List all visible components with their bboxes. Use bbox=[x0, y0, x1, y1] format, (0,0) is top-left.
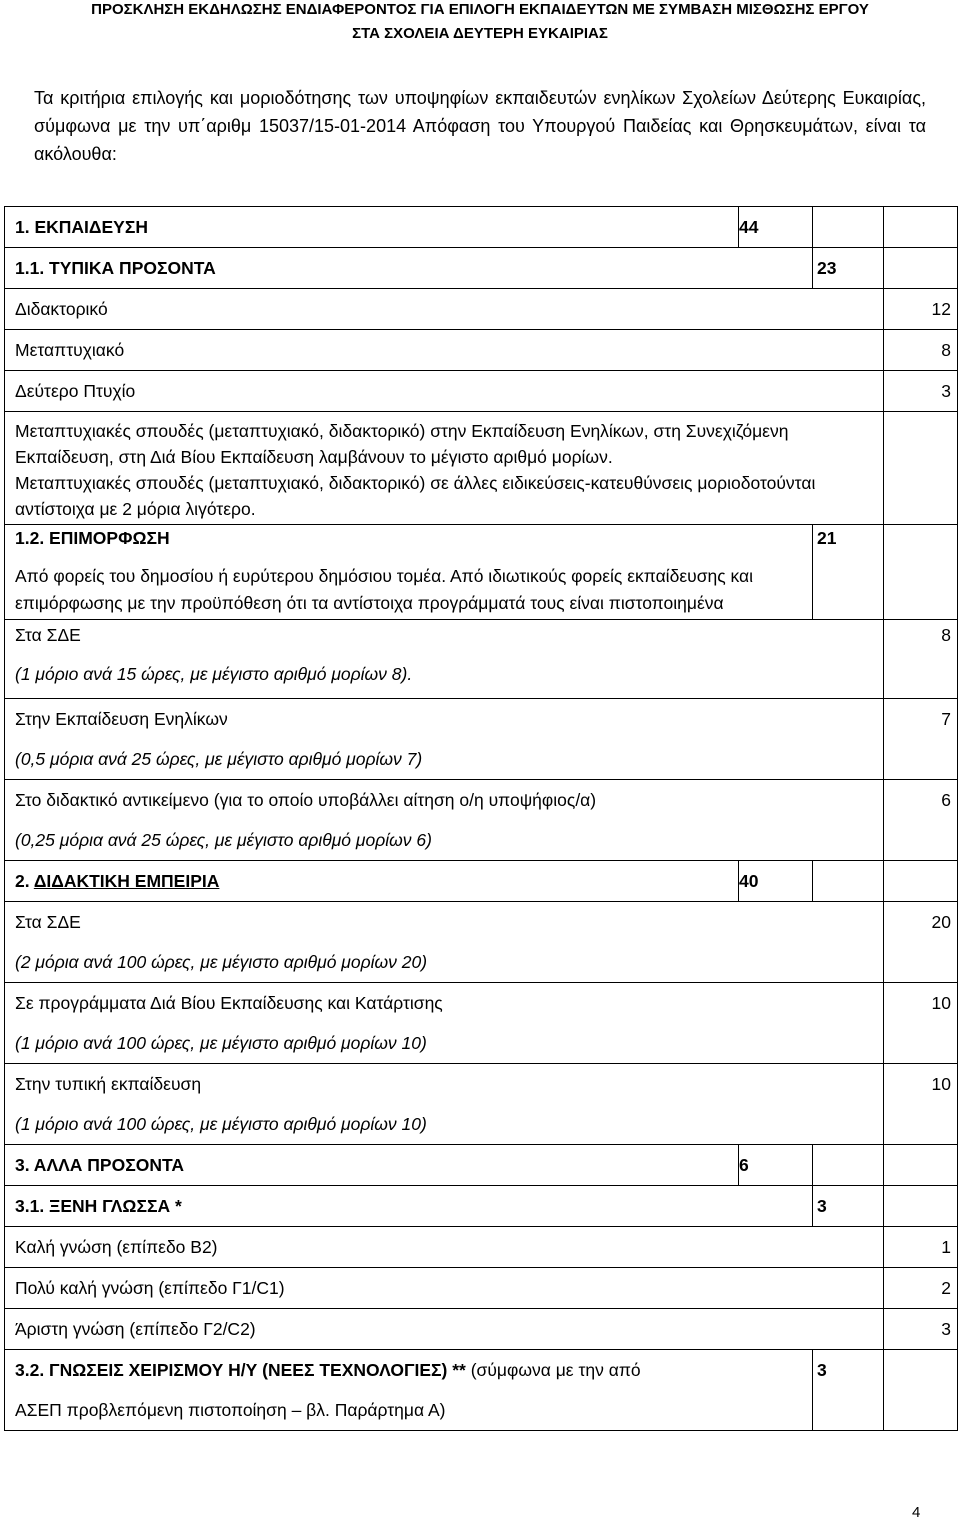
section-computer-skills-note-line-2: ΑΣΕΠ προβλεπόμενη πιστοποίηση – βλ. Παράρτημα Α) bbox=[15, 1400, 446, 1420]
training-sde-points: 8 bbox=[884, 620, 958, 699]
table-row bbox=[5, 699, 958, 780]
section-formal-qualifications-label: 1.1. ΤΥΠΙΚΑ ΠΡΟΣΟΝΤΑ bbox=[5, 248, 813, 289]
table-row bbox=[5, 1227, 958, 1268]
experience-formal-detail: (1 μόριο ανά 100 ώρες, με μέγιστο αριθμό μορίων 10) bbox=[15, 1114, 427, 1134]
section-education-label: 1. ΕΚΠΑΙΔΕΥΣΗ bbox=[5, 207, 739, 248]
section-teaching-experience-points: 40 bbox=[739, 861, 813, 902]
table-row bbox=[5, 902, 958, 983]
experience-lifelong-detail: (1 μόριο ανά 100 ώρες, με μέγιστο αριθμό μορίων 10) bbox=[15, 1033, 427, 1053]
table-row bbox=[5, 1309, 958, 1350]
table-row bbox=[5, 1350, 958, 1431]
intro-paragraph: Τα κριτήρια επιλογής και μοριοδότησης των υποψηφίων εκπαιδευτών ενηλίκων Σχολείων Δεύτερης Ευκαιρίας, σύμφωνα με την υπ΄αριθμ 15037/15-01-2014 Απόφαση του Υπουργού Παιδείας και Θρησκευμάτων, είναι τα ακόλουθα: bbox=[34, 88, 926, 164]
section-computer-skills-note: (σύμφωνα με την από bbox=[465, 1360, 641, 1380]
table-row bbox=[5, 861, 958, 902]
section-other-qualifications-label: 3. ΑΛΛΑ ΠΡΟΣΟΝΤΑ bbox=[5, 1145, 739, 1186]
table-row bbox=[5, 289, 958, 330]
language-c2-label: Άριστη γνώση (επίπεδο Γ2/C2) bbox=[5, 1309, 884, 1350]
language-b2-points: 1 bbox=[884, 1227, 958, 1268]
experience-sde-detail: (2 μόρια ανά 100 ώρες, με μέγιστο αριθμό μορίων 20) bbox=[15, 952, 428, 972]
second-degree-points: 3 bbox=[884, 371, 958, 412]
section-computer-skills-points: 3 bbox=[813, 1350, 884, 1431]
training-subject-detail: (0,25 μόρια ανά 25 ώρες, με μέγιστο αριθμό μορίων 6) bbox=[15, 830, 432, 850]
section-foreign-language-points: 3 bbox=[813, 1186, 884, 1227]
experience-lifelong-cell bbox=[5, 983, 884, 1064]
masters-points: 8 bbox=[884, 330, 958, 371]
language-c1-points: 2 bbox=[884, 1268, 958, 1309]
postgraduate-notes bbox=[5, 412, 884, 525]
language-c2-points: 3 bbox=[884, 1309, 958, 1350]
table-row bbox=[5, 620, 958, 699]
document-header-line-2: ΣΤΑ ΣΧΟΛΕΙΑ ΔΕΥΤΕΡΗ ΕΥΚΑΙΡΙΑΣ bbox=[352, 25, 608, 42]
section-computer-skills-label bbox=[15, 1350, 812, 1390]
training-sde-detail: (1 μόριο ανά 15 ώρες, με μέγιστο αριθμό μορίων 8). bbox=[15, 664, 413, 684]
note-adult-education: Μεταπτυχιακές σπουδές (μεταπτυχιακό, διδακτορικό) στην Εκπαίδευση Ενηλίκων, στη Συνεχιζόμενη Εκπαίδευση, στη Διά Βίου Εκπαίδευση λαμβάνουν το μέγιστο αριθμό μορίων. bbox=[15, 421, 789, 467]
section-teaching-experience-number: 2. bbox=[15, 871, 34, 891]
table-row bbox=[5, 780, 958, 861]
table-row bbox=[5, 412, 958, 525]
table-row bbox=[5, 1064, 958, 1145]
experience-lifelong-points: 10 bbox=[884, 983, 958, 1064]
table-row bbox=[5, 371, 958, 412]
table-row bbox=[5, 1268, 958, 1309]
training-adult-ed-detail: (0,5 μόρια ανά 25 ώρες, με μέγιστο αριθμό μορίων 7) bbox=[15, 749, 423, 769]
page-number: 4 bbox=[912, 1504, 921, 1521]
section-teaching-experience-label bbox=[5, 861, 739, 902]
table-row bbox=[5, 983, 958, 1064]
language-c1-label: Πολύ καλή γνώση (επίπεδο Γ1/C1) bbox=[5, 1268, 884, 1309]
section-formal-qualifications-points: 23 bbox=[813, 248, 884, 289]
table-row bbox=[5, 525, 958, 620]
language-b2-label: Καλή γνώση (επίπεδο Β2) bbox=[5, 1227, 884, 1268]
table-row bbox=[5, 1145, 958, 1186]
training-subject-label: Στο διδακτικό αντικείμενο (για το οποίο υποβάλλει αίτηση ο/η υποψήφιος/α) bbox=[15, 790, 597, 810]
table-row bbox=[5, 1186, 958, 1227]
doctorate-points: 12 bbox=[884, 289, 958, 330]
masters-label: Μεταπτυχιακό bbox=[5, 330, 884, 371]
section-teaching-experience-title: ΔΙΔΑΚΤΙΚΗ ΕΜΠΕΙΡΙΑ bbox=[33, 871, 220, 891]
experience-lifelong-label: Σε προγράμματα Διά Βίου Εκπαίδευσης και Κατάρτισης bbox=[15, 993, 443, 1013]
section-training-label: 1.2. ΕΠΙΜΟΡΦΩΣΗ bbox=[15, 528, 170, 548]
experience-sde-label: Στα ΣΔΕ bbox=[15, 912, 81, 932]
document-header-line-1: ΠΡΟΣΚΛΗΣΗ ΕΚΔΗΛΩΣΗΣ ΕΝΔΙΑΦΕΡΟΝΤΟΣ ΓΙΑ ΕΠΙΛΟΓΗ ΕΚΠΑΙΔΕΥΤΩΝ ΜΕ ΣΥΜΒΑΣΗ ΜΙΣΘΩΣΗΣ ΕΡΓΟΥ bbox=[91, 1, 869, 18]
section-education-points: 44 bbox=[739, 207, 813, 248]
criteria-table bbox=[4, 206, 958, 1431]
section-other-qualifications-points: 6 bbox=[739, 1145, 813, 1186]
table-row bbox=[5, 248, 958, 289]
table-row bbox=[5, 330, 958, 371]
section-foreign-language-label: 3.1. ΞΕΝΗ ΓΛΩΣΣΑ * bbox=[5, 1186, 813, 1227]
section-computer-skills-cell bbox=[5, 1350, 813, 1431]
training-adult-ed-points: 7 bbox=[884, 699, 958, 780]
training-subject-cell bbox=[5, 780, 884, 861]
section-training-cell bbox=[5, 525, 813, 620]
note-other-specializations: Μεταπτυχιακές σπουδές (μεταπτυχιακό, διδακτορικό) σε άλλες ειδικεύσεις-κατευθύνσεις μοριοδοτούνται αντίστοιχα με 2 μόρια λιγότερο. bbox=[15, 473, 816, 519]
training-sde-cell bbox=[5, 620, 884, 699]
experience-sde-cell bbox=[5, 902, 884, 983]
section-computer-skills-title: 3.2. ΓΝΩΣΕΙΣ ΧΕΙΡΙΣΜΟΥ Η/Υ (ΝΕΕΣ ΤΕΧΝΟΛΟΓΙΕΣ) ** bbox=[15, 1360, 466, 1380]
section-training-points: 21 bbox=[813, 525, 884, 620]
training-adult-ed-cell bbox=[5, 699, 884, 780]
experience-sde-points: 20 bbox=[884, 902, 958, 983]
second-degree-label: Δεύτερο Πτυχίο bbox=[5, 371, 884, 412]
experience-formal-points: 10 bbox=[884, 1064, 958, 1145]
table-row bbox=[5, 207, 958, 248]
training-adult-ed-label: Στην Εκπαίδευση Ενηλίκων bbox=[15, 709, 228, 729]
experience-formal-label: Στην τυπική εκπαίδευση bbox=[15, 1074, 202, 1094]
training-subject-points: 6 bbox=[884, 780, 958, 861]
doctorate-label: Διδακτορικό bbox=[5, 289, 884, 330]
experience-formal-cell bbox=[5, 1064, 884, 1145]
training-sde-label: Στα ΣΔΕ bbox=[15, 625, 81, 645]
training-eligibility-note: Από φορείς του δημοσίου ή ευρύτερου δημόσιου τομέα. Από ιδιωτικούς φορείς εκπαίδευσης και επιμόρφωσης με την προϋπόθεση ότι τα αντίστοιχα προγράμματά τους είναι πιστοποιημένα bbox=[15, 566, 754, 613]
